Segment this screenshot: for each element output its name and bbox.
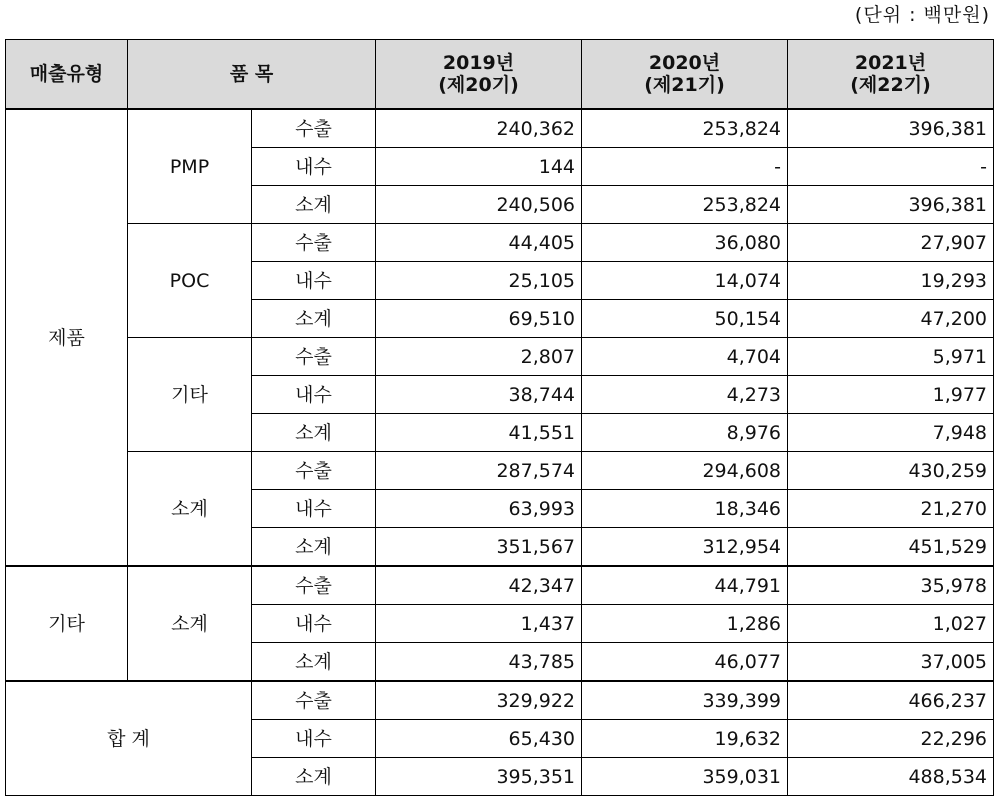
row-kind: 내수 [252, 490, 376, 528]
group-other: 기타 [6, 566, 128, 681]
group-product: 제품 [6, 109, 128, 566]
header-2019-year: 2019년 [442, 52, 515, 74]
table-row [6, 224, 994, 262]
value-2019: 351,567 [376, 528, 582, 567]
row-kind: 수출 [252, 224, 376, 262]
value-2020: 294,608 [582, 452, 788, 490]
table-body [6, 109, 994, 796]
header-2019-period: (제20기) [438, 74, 519, 96]
header-sales-type: 매출유형 [6, 40, 128, 110]
value-2019: 2,807 [376, 338, 582, 376]
value-2019: 38,744 [376, 376, 582, 414]
value-2021: 430,259 [788, 452, 994, 490]
value-2021: 1,027 [788, 605, 994, 643]
row-kind: 소계 [252, 300, 376, 338]
row-kind: 내수 [252, 720, 376, 758]
row-kind: 수출 [252, 681, 376, 720]
value-2021: 47,200 [788, 300, 994, 338]
row-kind: 내수 [252, 148, 376, 186]
value-2019: 69,510 [376, 300, 582, 338]
value-2019: 44,405 [376, 224, 582, 262]
header-2020-year: 2020년 [648, 52, 721, 74]
value-2019: 240,506 [376, 186, 582, 224]
value-2019: 240,362 [376, 109, 582, 148]
value-2020: 46,077 [582, 643, 788, 682]
item-pmp: PMP [128, 109, 252, 224]
row-kind: 소계 [252, 758, 376, 796]
value-2020: 18,346 [582, 490, 788, 528]
row-kind: 수출 [252, 452, 376, 490]
row-kind: 소계 [252, 186, 376, 224]
value-2020: 14,074 [582, 262, 788, 300]
value-2021: 466,237 [788, 681, 994, 720]
row-kind: 소계 [252, 414, 376, 452]
value-2020: 359,031 [582, 758, 788, 796]
value-2020: 253,824 [582, 109, 788, 148]
value-2019: 63,993 [376, 490, 582, 528]
row-kind: 소계 [252, 643, 376, 682]
value-2019: 41,551 [376, 414, 582, 452]
value-2020: 36,080 [582, 224, 788, 262]
value-2021: - [788, 148, 994, 186]
item-etc: 기타 [128, 338, 252, 452]
value-2021: 396,381 [788, 186, 994, 224]
value-2019: 287,574 [376, 452, 582, 490]
value-2019: 144 [376, 148, 582, 186]
item-product-subtotal: 소계 [128, 452, 252, 567]
group-total: 합 계 [6, 681, 252, 796]
value-2021: 1,977 [788, 376, 994, 414]
header-2021 [788, 40, 994, 110]
value-2021: 37,005 [788, 643, 994, 682]
value-2021: 19,293 [788, 262, 994, 300]
table-row [6, 109, 994, 148]
row-kind: 내수 [252, 262, 376, 300]
header-2020 [582, 40, 788, 110]
value-2020: 1,286 [582, 605, 788, 643]
value-2019: 1,437 [376, 605, 582, 643]
value-2020: 253,824 [582, 186, 788, 224]
unit-label: (단위 : 백만원) [854, 4, 990, 26]
row-kind: 수출 [252, 338, 376, 376]
table-row [6, 681, 994, 720]
value-2020: 4,704 [582, 338, 788, 376]
sales-table [5, 39, 994, 796]
value-2021: 7,948 [788, 414, 994, 452]
value-2020: - [582, 148, 788, 186]
row-kind: 수출 [252, 566, 376, 605]
value-2021: 22,296 [788, 720, 994, 758]
header-2020-period: (제21기) [644, 74, 725, 96]
value-2020: 50,154 [582, 300, 788, 338]
value-2019: 43,785 [376, 643, 582, 682]
value-2020: 312,954 [582, 528, 788, 567]
value-2021: 5,971 [788, 338, 994, 376]
value-2020: 4,273 [582, 376, 788, 414]
row-kind: 수출 [252, 109, 376, 148]
header-2021-year: 2021년 [854, 52, 927, 74]
value-2021: 396,381 [788, 109, 994, 148]
value-2021: 488,534 [788, 758, 994, 796]
table-header [6, 40, 994, 110]
table-row [6, 452, 994, 490]
value-2020: 19,632 [582, 720, 788, 758]
value-2021: 35,978 [788, 566, 994, 605]
header-item: 품 목 [128, 40, 376, 110]
value-2019: 65,430 [376, 720, 582, 758]
table-row [6, 566, 994, 605]
value-2020: 44,791 [582, 566, 788, 605]
header-2021-period: (제22기) [850, 74, 931, 96]
item-other-subtotal: 소계 [128, 566, 252, 681]
value-2019: 42,347 [376, 566, 582, 605]
header-2019 [376, 40, 582, 110]
row-kind: 내수 [252, 376, 376, 414]
value-2020: 339,399 [582, 681, 788, 720]
value-2020: 8,976 [582, 414, 788, 452]
row-kind: 내수 [252, 605, 376, 643]
value-2019: 395,351 [376, 758, 582, 796]
value-2019: 25,105 [376, 262, 582, 300]
value-2019: 329,922 [376, 681, 582, 720]
value-2021: 21,270 [788, 490, 994, 528]
row-kind: 소계 [252, 528, 376, 567]
table-row [6, 338, 994, 376]
value-2021: 27,907 [788, 224, 994, 262]
value-2021: 451,529 [788, 528, 994, 567]
item-poc: POC [128, 224, 252, 338]
